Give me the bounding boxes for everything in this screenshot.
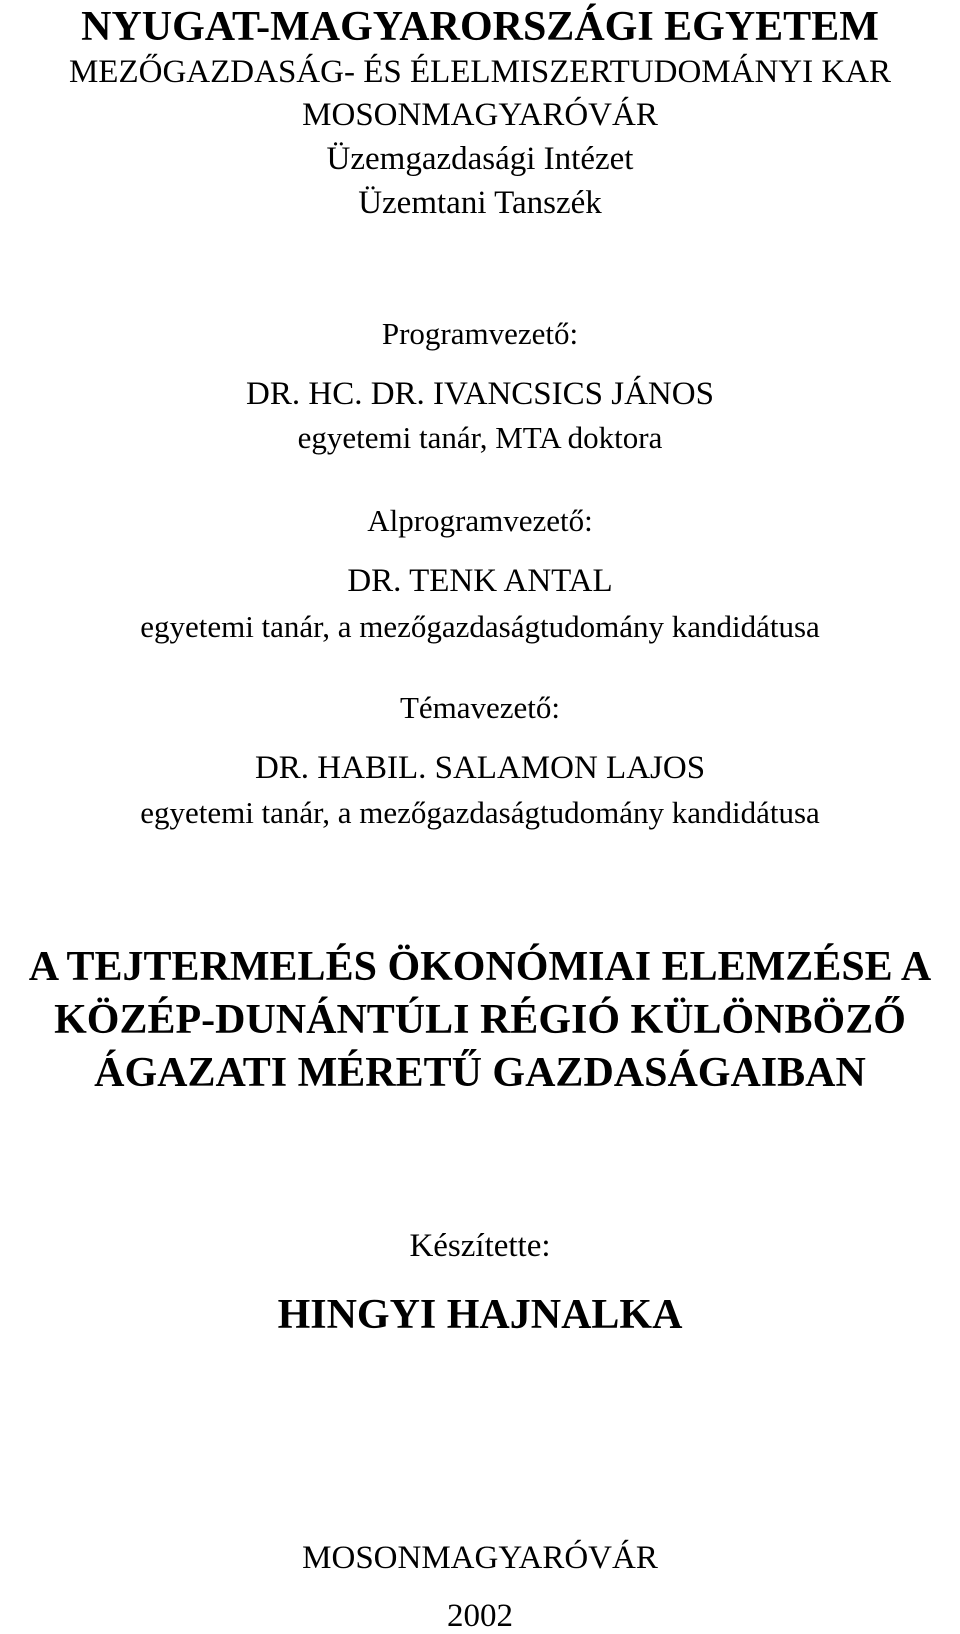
thesis-title-line-3: ÁGAZATI MÉRETŰ GAZDASÁGAIBAN	[94, 1050, 866, 1096]
thesis-title-line-2: KÖZÉP-DUNÁNTÚLI RÉGIÓ KÜLÖNBÖZŐ	[54, 997, 906, 1043]
department-name: Üzemtani Tanszék	[358, 185, 602, 221]
subprogram-leader-label: Alprogramvezető:	[367, 503, 593, 538]
institute-name: Üzemgazdasági Intézet	[326, 141, 634, 177]
faculty-name: MEZŐGAZDASÁG- ÉS ÉLELMISZERTUDOMÁNYI KAR	[68, 54, 892, 90]
program-leader-title: egyetemi tanár, MTA doktora	[297, 420, 663, 455]
author-name: HINGYI HAJNALKA	[277, 1292, 683, 1338]
supervisor-title: egyetemi tanár, a mezőgazdaságtudomány kandidátusa	[140, 795, 820, 830]
supervisor-name: DR. HABIL. SALAMON LAJOS	[254, 750, 706, 786]
footer-place: MOSONMAGYARÓVÁR	[302, 1540, 658, 1576]
thesis-title-line-1: A TEJTERMELÉS ÖKONÓMIAI ELEMZÉSE A	[28, 944, 932, 990]
author-label: Készítette:	[409, 1228, 551, 1264]
footer-year: 2002	[447, 1598, 513, 1634]
program-leader-label: Programvezető:	[381, 316, 579, 351]
university-name: NYUGAT-MAGYARORSZÁGI EGYETEM	[81, 4, 879, 50]
city-name: MOSONMAGYARÓVÁR	[302, 97, 658, 133]
program-leader-name: DR. HC. DR. IVANCSICS JÁNOS	[246, 376, 714, 412]
supervisor-label: Témavezető:	[399, 690, 561, 725]
subprogram-leader-title: egyetemi tanár, a mezőgazdaságtudomány kandidátusa	[140, 609, 820, 644]
subprogram-leader-name: DR. TENK ANTAL	[347, 563, 613, 599]
